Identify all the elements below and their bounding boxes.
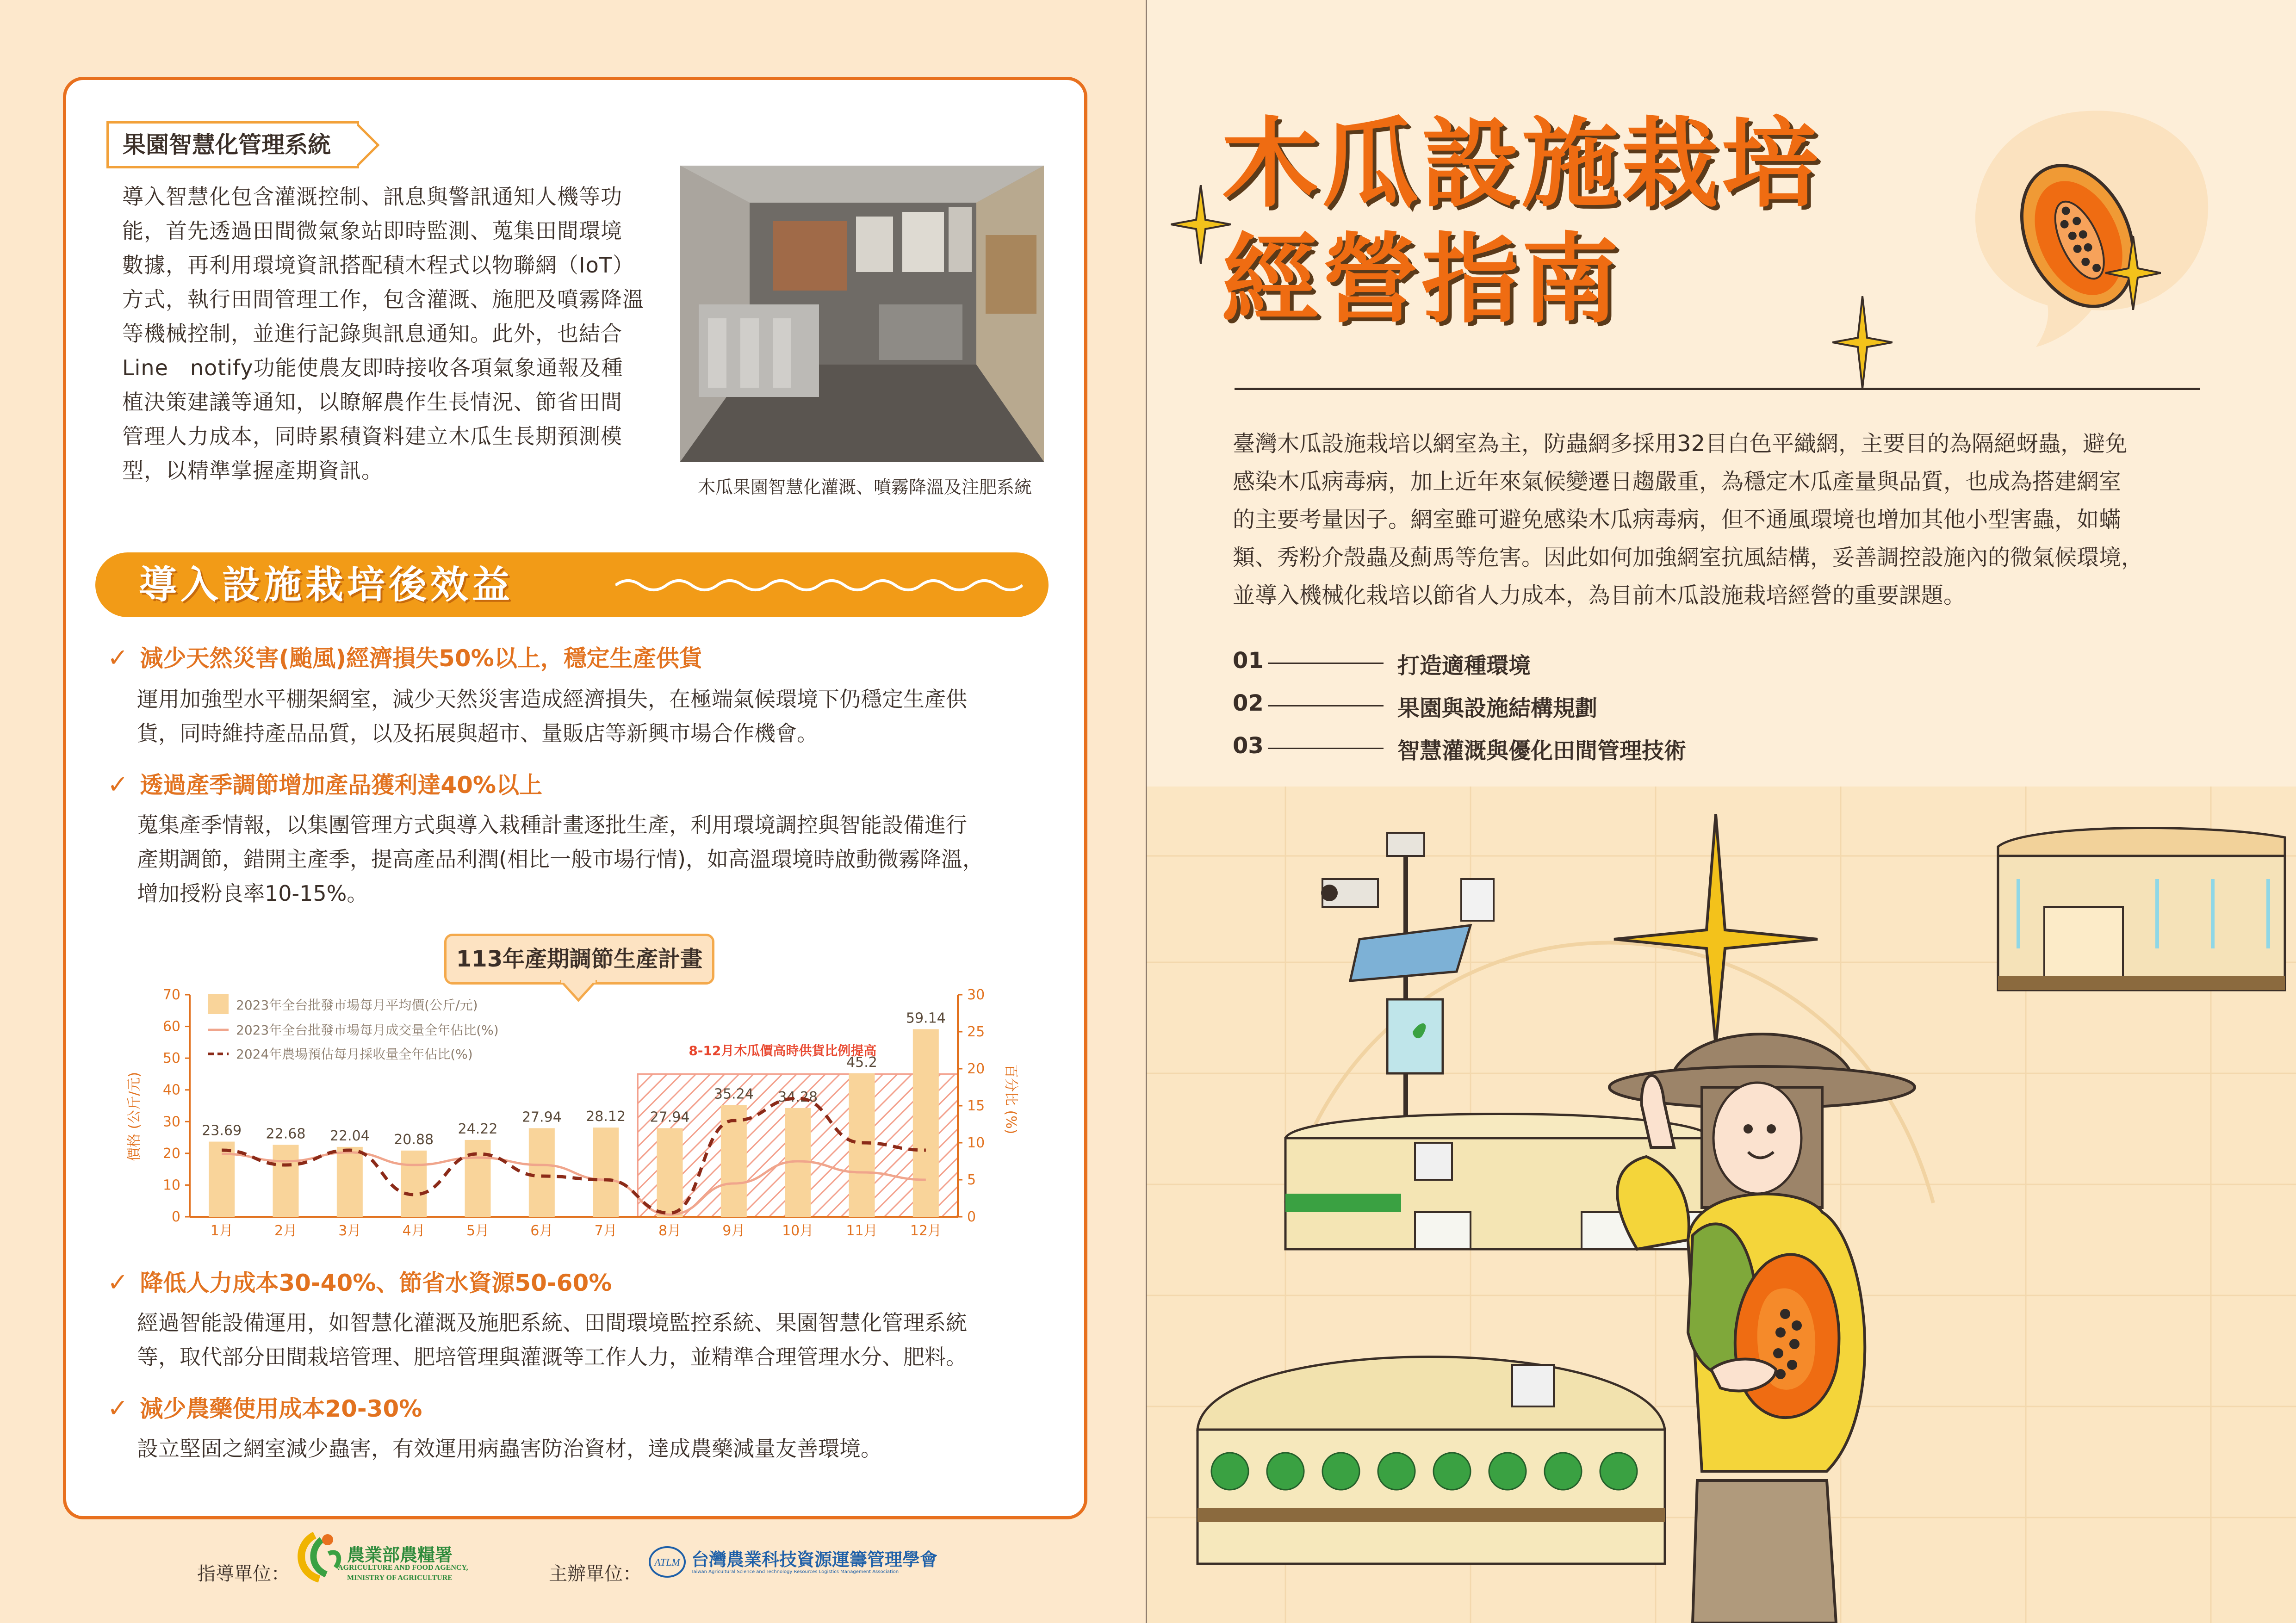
host-logo-text: ATLM bbox=[654, 1556, 680, 1568]
right-intro-paragraph bbox=[1233, 425, 2200, 614]
check-icon: ✓ bbox=[107, 1394, 129, 1423]
bar-value-label: 23.69 bbox=[202, 1122, 242, 1139]
title-divider bbox=[1235, 388, 2200, 390]
check-icon: ✓ bbox=[107, 1268, 129, 1297]
weather-station bbox=[1321, 833, 1494, 1147]
bar-value-label: 34.28 bbox=[778, 1089, 818, 1105]
main-title bbox=[1222, 106, 1821, 338]
y-tick-label: 30 bbox=[162, 1114, 180, 1130]
benefit-body bbox=[137, 1431, 1044, 1466]
intro-line: 導入智慧化包含灌溉控制、訊息與警訊通知人機等功 bbox=[122, 184, 622, 209]
benefit-line: 經過智能設備運用，如智慧化灌溉及施肥系統、田間環境監控系統、果園智慧化管理系統 bbox=[137, 1310, 967, 1335]
sparkle-icon bbox=[1832, 296, 1893, 389]
benefit-line: 運用加強型水平棚架網室，減少天然災害造成經濟損失，在極端氣候環境下仍穩定生產供 bbox=[137, 687, 967, 712]
host-label: 主辦單位： bbox=[549, 1563, 641, 1585]
host-org: 台灣農業科技資源運籌管理學會 bbox=[691, 1549, 938, 1570]
x-tick-label: 8月 bbox=[658, 1223, 682, 1239]
toc-leader-line bbox=[1268, 705, 1384, 706]
legend-label: 2024年農場預估每月採收量全年佔比(%) bbox=[236, 1047, 473, 1062]
main-title-line: 木瓜設施栽培 bbox=[1222, 107, 1822, 221]
toc-item[interactable] bbox=[1233, 648, 1264, 674]
bar bbox=[273, 1145, 299, 1217]
irrigation-system-photo bbox=[680, 166, 1044, 462]
bar-value-label: 28.12 bbox=[586, 1109, 626, 1125]
x-tick-label: 9月 bbox=[722, 1223, 745, 1239]
toc-item[interactable] bbox=[1233, 733, 1264, 759]
bar bbox=[529, 1128, 555, 1217]
benefit-line: 產期調節，錯開主產季，提高產品利潤(相比一般市場行情)，如高溫環境時啟動微霧降溫， bbox=[137, 847, 984, 872]
x-tick-label: 10月 bbox=[782, 1223, 814, 1239]
intro-line: 方式，執行田間管理工作，包含灌溉、施肥及噴霧降溫 bbox=[122, 287, 644, 312]
toc-item[interactable] bbox=[1233, 690, 1264, 716]
toc-number: 02 bbox=[1233, 690, 1264, 716]
benefit-item bbox=[107, 1393, 422, 1425]
benefit-body bbox=[137, 1306, 1044, 1374]
y2-tick-label: 25 bbox=[967, 1024, 985, 1040]
x-tick-label: 5月 bbox=[466, 1223, 490, 1239]
bar bbox=[849, 1073, 875, 1217]
intro-line: 植決策建議等通知，以瞭解農作生長情況、節省田間 bbox=[122, 390, 622, 415]
x-tick-label: 3月 bbox=[338, 1223, 361, 1239]
production-chart bbox=[93, 985, 1055, 1249]
intro-line: 數據，再利用環境資訊搭配積木程式以物聯網（IoT） bbox=[122, 253, 634, 278]
benefit-body bbox=[137, 808, 1044, 911]
y2-axis-label: 百分比 (%) bbox=[1003, 1064, 1019, 1134]
right-intro-line: 並導入機械化栽培以節省人力成本，為目前木瓜設施栽培經營的重要課題。 bbox=[1233, 582, 1966, 608]
toc-label[interactable]: 果園與設施結構規劃 bbox=[1397, 695, 1598, 721]
check-icon: ✓ bbox=[107, 770, 129, 799]
bar-value-label: 20.88 bbox=[394, 1131, 434, 1148]
bar bbox=[913, 1029, 939, 1217]
toc-label[interactable]: 打造適種環境 bbox=[1397, 653, 1531, 679]
highlight-label: 8-12月木瓜價高時供貨比例提高 bbox=[689, 1043, 877, 1059]
x-tick-label: 1月 bbox=[210, 1223, 233, 1239]
benefit-item bbox=[107, 769, 542, 801]
right-intro-line: 類、秀粉介殼蟲及薊馬等危害。因此如何加強網室抗風結構，妥善調控設施內的微氣候環境， bbox=[1233, 545, 2144, 570]
benefit-line: 等，取代部分田間栽培管理、肥培管理與灌溉等工作人力，並精準合理管理水分、肥料。 bbox=[137, 1344, 967, 1369]
intro-line: 管理人力成本，同時累積資料建立木瓜生長期預測模 bbox=[122, 424, 622, 449]
intro-line: 型，以精準掌握產期資訊。 bbox=[122, 458, 383, 483]
main-title-line: 經營指南 bbox=[1222, 223, 1622, 336]
toc-number: 03 bbox=[1233, 733, 1264, 759]
y2-tick-label: 20 bbox=[967, 1061, 985, 1077]
benefit-heading: 透過產季調節增加產品獲利達40%以上 bbox=[140, 772, 543, 799]
y-axis-label: 價格 (公斤/元) bbox=[126, 1072, 143, 1161]
bar bbox=[593, 1127, 619, 1217]
y2-tick-label: 0 bbox=[967, 1209, 976, 1225]
toc-label[interactable]: 智慧灌溉與優化田間管理技術 bbox=[1397, 738, 1687, 764]
sparkle-icon bbox=[2105, 236, 2161, 310]
toc-number: 01 bbox=[1233, 648, 1264, 674]
guide-label: 指導單位： bbox=[197, 1563, 290, 1585]
benefit-heading: 減少天然災害(颱風)經濟損失50%以上，穩定生產供貨 bbox=[140, 645, 702, 672]
y2-tick-label: 10 bbox=[967, 1135, 985, 1151]
toc-leader-line bbox=[1268, 663, 1384, 664]
bar-value-label: 45.2 bbox=[846, 1054, 877, 1071]
benefit-heading: 降低人力成本30-40%、節省水資源50-60% bbox=[140, 1270, 612, 1296]
right-intro-line: 感染木瓜病毒病，加上近年來氣候變遷日趨嚴重，為穩定木瓜產量與品質，也成為搭建網室 bbox=[1233, 469, 2122, 495]
bar bbox=[465, 1140, 491, 1217]
guide-org-en: AGRICULTURE AND FOOD AGENCY, bbox=[338, 1564, 468, 1572]
legend-swatch-bar bbox=[208, 994, 229, 1014]
intro-line: 能，首先透過田間微氣象站即時監測、蒐集田間環境 bbox=[122, 218, 622, 243]
benefit-heading: 減少農藥使用成本20-30% bbox=[140, 1395, 422, 1422]
bar bbox=[337, 1147, 363, 1217]
host-org-en: Taiwan Agricultural Science and Technology Resources Logistics Management Association bbox=[691, 1569, 899, 1574]
right-intro-line: 的主要考量因子。網室雖可避免感染木瓜病毒病，但不通風環境也增加其他小型害蟲，如蟎 bbox=[1233, 507, 2122, 533]
benefit-item bbox=[107, 642, 702, 675]
bar-value-label: 35.24 bbox=[714, 1086, 754, 1103]
x-tick-label: 7月 bbox=[594, 1223, 617, 1239]
legend-label: 2023年全台批發市場每月平均價(公斤/元) bbox=[236, 997, 478, 1013]
bar-value-label: 24.22 bbox=[458, 1121, 498, 1137]
bar-value-label: 27.94 bbox=[650, 1109, 690, 1126]
benefit-item bbox=[107, 1267, 612, 1299]
greenhouse-bottom bbox=[1198, 1357, 1665, 1564]
bar bbox=[657, 1128, 683, 1217]
y-tick-label: 50 bbox=[162, 1050, 180, 1067]
guide-org-en: MINISTRY OF AGRICULTURE bbox=[347, 1574, 453, 1582]
photo-caption: 木瓜果園智慧化灌溉、噴霧降溫及注肥系統 bbox=[697, 477, 1032, 497]
bar-value-label: 27.94 bbox=[521, 1109, 562, 1126]
intro-paragraph bbox=[122, 180, 659, 488]
check-icon: ✓ bbox=[107, 643, 129, 672]
greenhouse-top-right bbox=[1998, 828, 2285, 990]
benefit-title: 導入設施栽培後效益 bbox=[139, 563, 514, 607]
legend-label: 2023年全台批發市場每月成交量全年佔比(%) bbox=[236, 1022, 499, 1038]
agriculture-agency-logo bbox=[287, 1526, 347, 1586]
x-tick-label: 2月 bbox=[274, 1223, 298, 1239]
bar-value-label: 22.04 bbox=[329, 1127, 370, 1144]
benefit-line: 設立堅固之網室減少蟲害，有效運用病蟲害防治資材，達成農藥減量友善環境。 bbox=[137, 1436, 882, 1461]
greenhouse-illustration bbox=[1147, 787, 2296, 1623]
intro-line: 等機械控制，並進行記錄與訊息通知。此外，也結合 bbox=[122, 321, 622, 346]
chart-title: 113年產期調節生產計畫 bbox=[444, 934, 714, 985]
x-tick-label: 4月 bbox=[402, 1223, 425, 1239]
toc-leader-line bbox=[1268, 748, 1384, 749]
host-logo bbox=[648, 1542, 687, 1581]
section-tag: 果園智慧化管理系統 bbox=[106, 121, 359, 168]
y-tick-label: 60 bbox=[162, 1018, 180, 1035]
y2-tick-label: 15 bbox=[967, 1098, 985, 1114]
bar bbox=[401, 1151, 427, 1217]
right-intro-line: 臺灣木瓜設施栽培以網室為主，防蟲網多採用32目白色平織網，主要目的為隔絕蚜蟲，避免 bbox=[1233, 431, 2128, 457]
benefit-body bbox=[137, 682, 1044, 750]
bar-value-label: 22.68 bbox=[266, 1126, 306, 1142]
y-tick-label: 20 bbox=[162, 1145, 180, 1162]
benefit-line: 貨，同時維持產品品質，以及拓展與超市、量販店等新興市場合作機會。 bbox=[137, 721, 818, 746]
bar-value-label: 59.14 bbox=[906, 1010, 946, 1027]
x-tick-label: 6月 bbox=[530, 1223, 553, 1239]
y-tick-label: 0 bbox=[171, 1209, 180, 1225]
wave-decoration bbox=[615, 576, 1023, 595]
y-tick-label: 70 bbox=[162, 987, 180, 1003]
y-tick-label: 40 bbox=[162, 1082, 180, 1098]
benefit-line: 蒐集產季情報，以集團管理方式與導入栽種計畫逐批生產，利用環境調控與智能設備進行 bbox=[137, 812, 967, 837]
x-tick-label: 11月 bbox=[846, 1223, 878, 1239]
guide-org: 農業部農糧署 bbox=[347, 1545, 453, 1565]
x-tick-label: 12月 bbox=[910, 1223, 942, 1239]
benefit-line: 增加授粉良率10-15%。 bbox=[137, 881, 368, 906]
y-tick-label: 10 bbox=[162, 1177, 180, 1194]
intro-line: Line notify功能使農友即時接收各項氣象通報及種 bbox=[122, 355, 623, 380]
y2-tick-label: 5 bbox=[967, 1172, 976, 1188]
y2-tick-label: 30 bbox=[967, 987, 985, 1003]
